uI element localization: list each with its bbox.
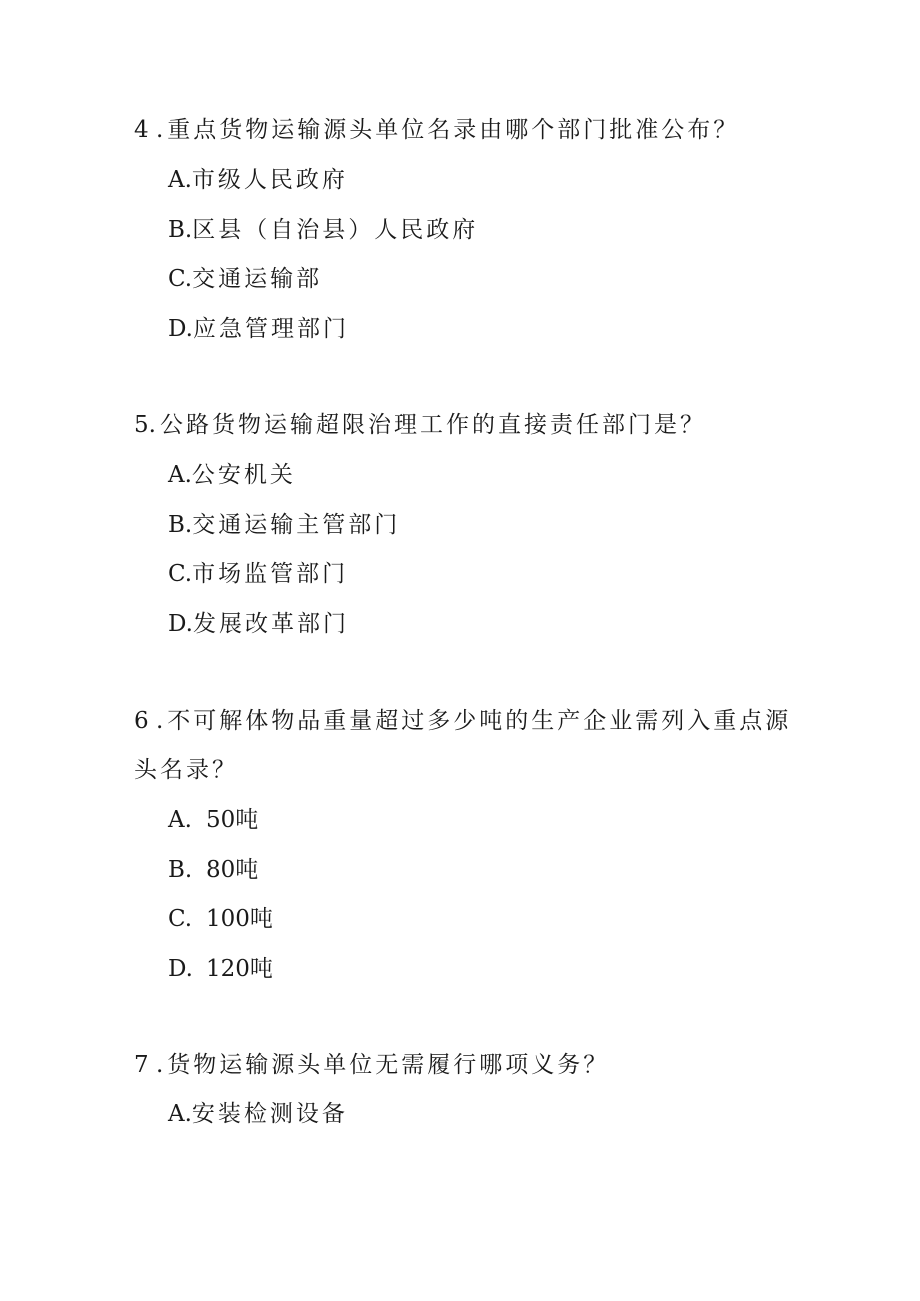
option-b: B. 80吨 xyxy=(168,856,259,883)
question-7-options xyxy=(168,1090,348,1140)
question-number: 4 . xyxy=(134,117,164,143)
option-b: B.交通运输主管部门 xyxy=(168,511,401,538)
question-6-options xyxy=(168,796,273,994)
question-5-options xyxy=(168,451,400,649)
option-b: B.区县（自治县）人民政府 xyxy=(168,216,479,243)
question-text: 货物运输源头单位无需履行哪项义务？ xyxy=(167,1052,610,1078)
question-text: 公路货物运输超限治理工作的直接责任部门是？ xyxy=(159,412,706,438)
question-4-options xyxy=(168,156,478,354)
question-number: 5. xyxy=(134,412,156,438)
question-6 xyxy=(134,697,794,795)
option-c: C. 100吨 xyxy=(168,906,273,932)
option-a: A.市级人民政府 xyxy=(168,167,348,193)
question-7 xyxy=(134,1041,794,1090)
option-d: D.发展改革部门 xyxy=(168,610,349,637)
option-c: C.交通运输部 xyxy=(168,266,323,292)
option-a: A.公安机关 xyxy=(168,462,296,488)
option-a: A.安装检测设备 xyxy=(168,1101,348,1127)
question-number: 7 . xyxy=(134,1052,164,1078)
question-text: 重点货物运输源头单位名录由哪个部门批准公布？ xyxy=(167,117,740,143)
option-c: C.市场监管部门 xyxy=(168,561,349,587)
question-4 xyxy=(134,106,794,155)
question-number: 6 . xyxy=(134,708,164,734)
question-text: 不可解体物品重量超过多少吨的生产企业需列入重点源头名录？ xyxy=(134,708,792,783)
option-a: A. 50吨 xyxy=(168,807,259,833)
option-d: D.应急管理部门 xyxy=(168,315,349,342)
question-5 xyxy=(134,401,794,450)
option-d: D. 120吨 xyxy=(168,955,273,982)
